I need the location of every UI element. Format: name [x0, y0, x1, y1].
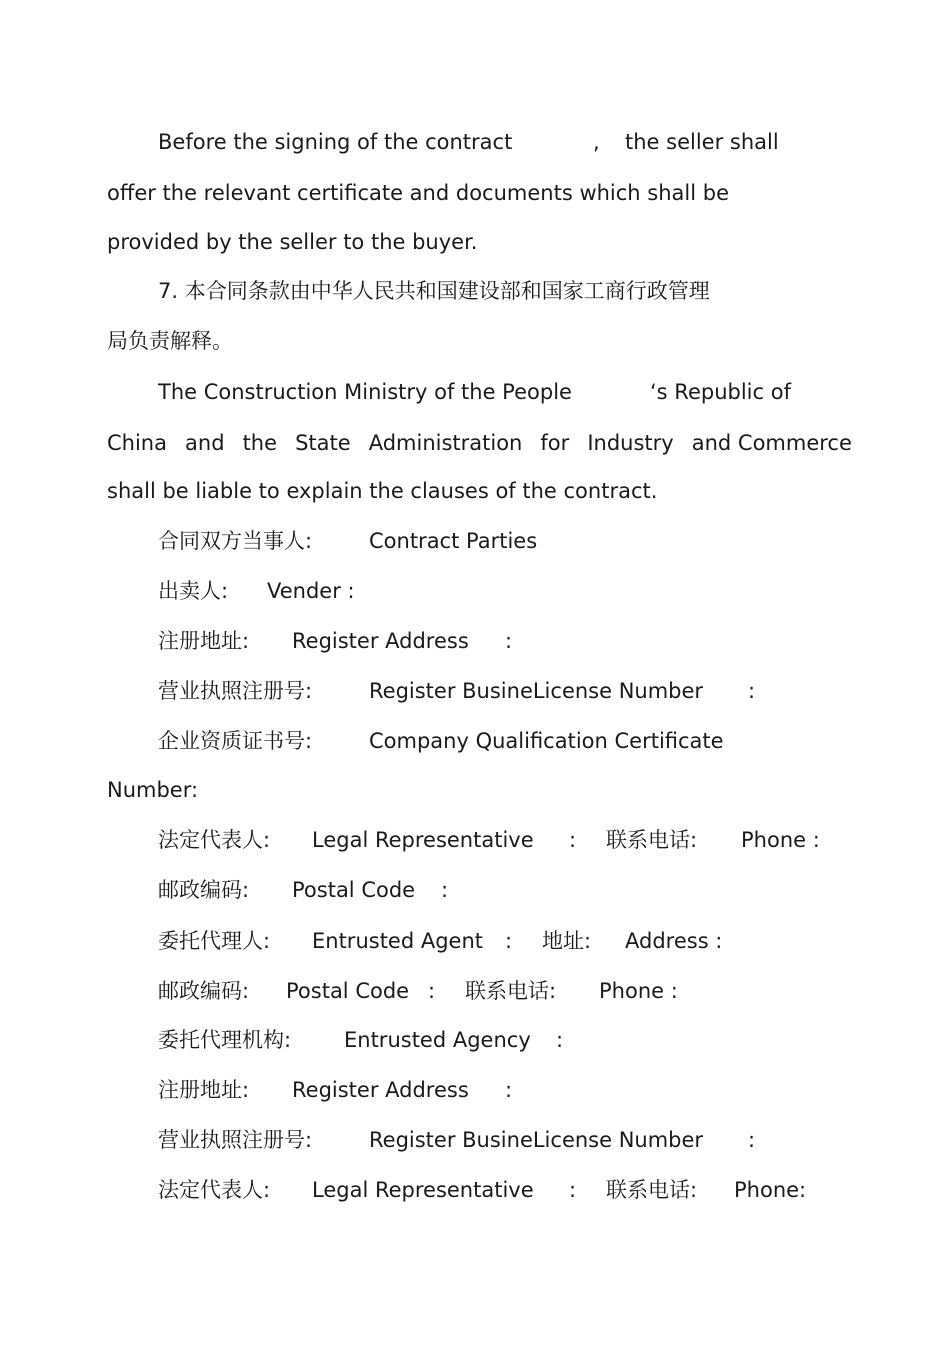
paragraph-3-line-3: shall be liable to explain the clauses of the contract.: [107, 479, 658, 503]
field-colon: :: [569, 1178, 577, 1202]
field-label-cn: 委托代理人:: [158, 929, 271, 953]
field-label-en: Register Address: [292, 1078, 469, 1102]
word: the: [242, 431, 278, 455]
field-colon: :: [556, 1028, 564, 1052]
text-segment: ‘s Republic of: [650, 380, 791, 404]
paragraph-1-line-3: provided by the seller to the buyer.: [107, 230, 478, 254]
word: for: [540, 431, 570, 455]
field-label-en: Register BusineLicense Number: [369, 1128, 704, 1152]
field-label-cn: 邮政编码:: [158, 979, 250, 1003]
field-label-cn: 企业资质证书号:: [158, 729, 313, 753]
field-label-en: Postal Code: [286, 979, 410, 1003]
word: and Commerce: [691, 431, 852, 455]
field-label-cn: 注册地址:: [158, 629, 250, 653]
field-label-en: Postal Code: [292, 878, 416, 902]
paragraph-1-line-2: offer the relevant certificate and documents which shall be: [107, 181, 730, 205]
word: China: [107, 431, 167, 455]
field-colon: :: [505, 1078, 513, 1102]
field-colon: :: [748, 679, 756, 703]
field-colon: :: [505, 629, 513, 653]
text-segment: the seller shall: [625, 130, 779, 154]
word: Industry: [587, 431, 674, 455]
field-label-en: Entrusted Agency: [344, 1028, 531, 1052]
word: Administration: [368, 431, 523, 455]
clause-7-line-1: 7. 本合同条款由中华人民共和国建设部和国家工商行政管理: [158, 279, 710, 303]
field-label-en: Contract Parties: [369, 529, 538, 553]
field-label-cn: 法定代表人:: [158, 1178, 271, 1202]
field-colon: :: [441, 878, 449, 902]
field-colon: :: [569, 828, 577, 852]
field-label-cn: 联系电话:: [606, 1178, 698, 1202]
field-colon: :: [505, 929, 513, 953]
word: and: [185, 431, 225, 455]
field-colon: :: [428, 979, 436, 1003]
field-label-en: Register Address: [292, 629, 469, 653]
field-label-cn: 地址:: [542, 929, 592, 953]
field-label-en: Phone :: [599, 979, 678, 1003]
text-segment: The Construction Ministry of the People: [158, 380, 572, 404]
text-segment: ,: [593, 130, 600, 154]
field-label-en: Register BusineLicense Number: [369, 679, 704, 703]
field-label-en: Address :: [625, 929, 723, 953]
field-label-cn: 注册地址:: [158, 1078, 250, 1102]
field-label-cn: 联系电话:: [465, 979, 557, 1003]
paragraph-3-line-2: [107, 428, 852, 458]
field-label-cn: 营业执照注册号:: [158, 679, 313, 703]
field-label-en: Legal Representative: [312, 828, 534, 852]
field-label-en: Vender :: [267, 579, 355, 603]
text-segment: Before the signing of the contract: [158, 130, 513, 154]
field-label-en: Company Qualification Certificate: [369, 729, 724, 753]
word: State: [295, 431, 351, 455]
field-label-cn: 委托代理机构:: [158, 1028, 292, 1052]
field-label-cn: 合同双方当事人:: [158, 529, 313, 553]
field-label-en: Entrusted Agent: [312, 929, 484, 953]
field-label-en: Phone :: [741, 828, 820, 852]
field-label-cn: 邮政编码:: [158, 878, 250, 902]
field-label-cn: 联系电话:: [606, 828, 698, 852]
clause-7-line-2: 局负责解释。: [107, 329, 233, 353]
field-qualification-number: Number:: [107, 778, 199, 802]
field-label-cn: 出卖人:: [158, 579, 229, 603]
field-colon: :: [748, 1128, 756, 1152]
field-label-en: Phone:: [734, 1178, 807, 1202]
field-label-cn: 营业执照注册号:: [158, 1128, 313, 1152]
field-label-cn: 法定代表人:: [158, 828, 271, 852]
field-label-en: Legal Representative: [312, 1178, 534, 1202]
